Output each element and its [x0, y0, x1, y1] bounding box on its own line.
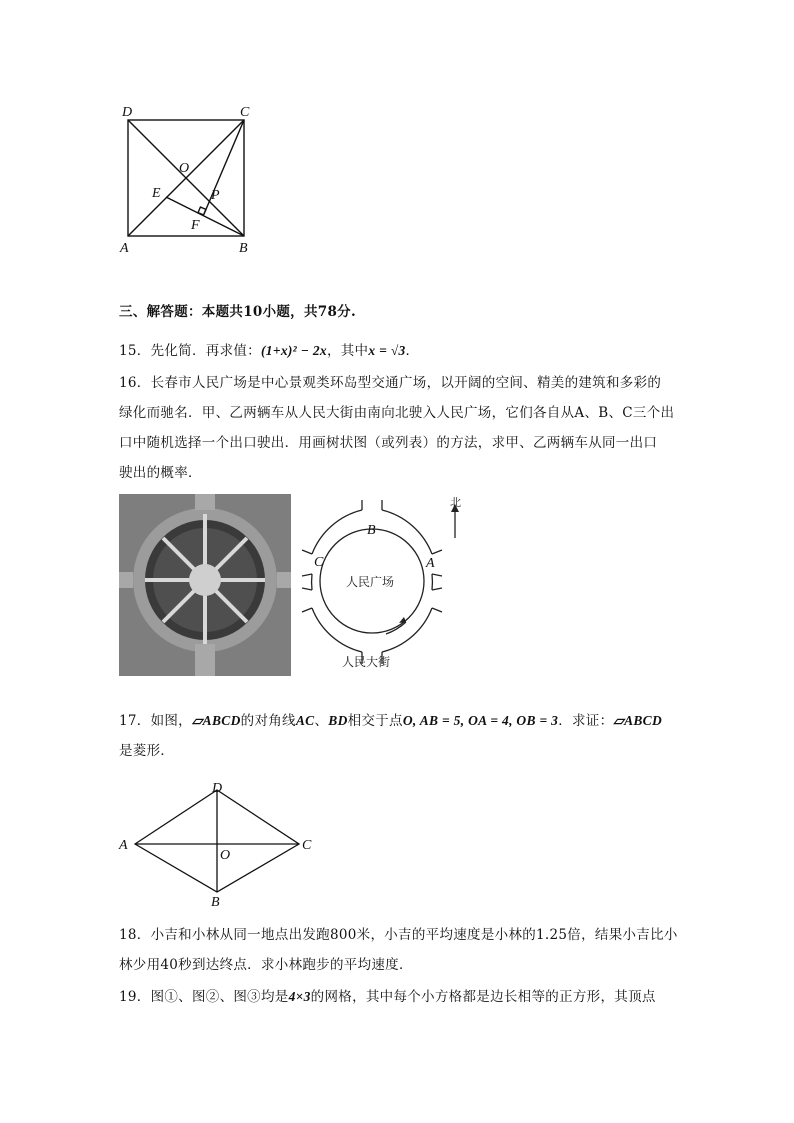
right-angle-mark [198, 207, 206, 215]
q19-suffix: 的网格，其中每个小方格都是边长相等的正方形，其顶点 [310, 989, 656, 1005]
q19-grid: 4×3 [288, 989, 311, 1004]
q17-prefix: 17．如图， [119, 713, 192, 729]
label-c: C [302, 838, 312, 853]
exit-c-label: C [314, 555, 324, 570]
q15-condition: x = √3 [368, 343, 406, 358]
roundabout-diagram [300, 494, 480, 676]
label-o: O [179, 161, 190, 176]
q17-line-2: 是菱形． [119, 743, 175, 759]
q17-text-3: ．求证： [558, 713, 614, 729]
q17-line-1 [119, 706, 679, 736]
street-label: 人民大街 [342, 655, 391, 669]
direction-arrow [386, 622, 406, 634]
q17-condition: O, AB = 5, OA = 4, OB = 3 [402, 713, 559, 728]
label-c: C [240, 105, 250, 120]
label-f: F [191, 218, 200, 233]
label-a: A [120, 241, 129, 256]
question-18 [119, 920, 679, 980]
exit-b-label: B [367, 523, 376, 538]
q18-line-1: 18．小吉和小林从同一地点出发跑800米，小吉的平均速度是小林的1.25倍，结果小吉比小 [119, 927, 678, 943]
q15-suffix: ． [405, 343, 420, 359]
q17-text-1: 的对角线 [240, 713, 296, 729]
q16-line-1: 16．长春市人民广场是中心景观类环岛型交通广场，以开阔的空间、精美的建筑和多彩的 [119, 375, 662, 391]
label-b: B [239, 241, 248, 256]
north-label: 北 [450, 496, 461, 509]
q16-line-3: 口中随机选择一个出口驶出．用画树状图（或列表）的方法，求甲、乙两辆车从同一出口 [119, 435, 658, 451]
label-d: D [122, 105, 133, 120]
segment-be [166, 197, 244, 236]
q17-ac: AC [295, 713, 315, 728]
q15-prefix: 15．先化简．再求值： [119, 343, 261, 359]
q17-parallelogram-2: ▱ABCD [613, 713, 663, 728]
question-15 [119, 336, 679, 366]
q16-line-4: 驶出的概率． [119, 465, 202, 481]
question-17 [119, 706, 679, 766]
rhombus-figure [115, 778, 325, 910]
label-o: O [220, 848, 231, 863]
segment-cf [204, 120, 244, 214]
label-a: A [119, 838, 128, 853]
q17-parallelogram: ▱ABCD [191, 713, 241, 728]
q15-expression: (1+x)² − 2x [260, 343, 327, 358]
plaza-label: 人民广场 [346, 575, 395, 589]
label-d: D [212, 781, 223, 796]
q19-prefix: 19．图①、图②、图③均是 [119, 989, 289, 1005]
q15-mid: ，其中 [326, 343, 369, 359]
label-b: B [211, 895, 220, 910]
q17-sep: 、 [314, 713, 329, 729]
q16-line-2: 绿化而驰名．甲、乙两辆车从人民大街由南向北驶入人民广场，它们各自从A、B、C三个出 [119, 405, 675, 421]
q17-text-2: 相交于点 [347, 713, 403, 729]
label-p: P [211, 188, 220, 203]
q18-line-2: 林少用40秒到达终点．求小林跑步的平均速度． [119, 957, 413, 973]
question-19 [119, 982, 679, 1012]
question-16 [119, 368, 679, 488]
aerial-photo [119, 494, 291, 676]
section-heading: 三、解答题：本题共10小题，共78分. [119, 304, 356, 320]
q17-bd: BD [328, 713, 348, 728]
square-figure [110, 100, 270, 260]
exit-a-label: A [426, 556, 435, 571]
label-e: E [152, 186, 161, 201]
